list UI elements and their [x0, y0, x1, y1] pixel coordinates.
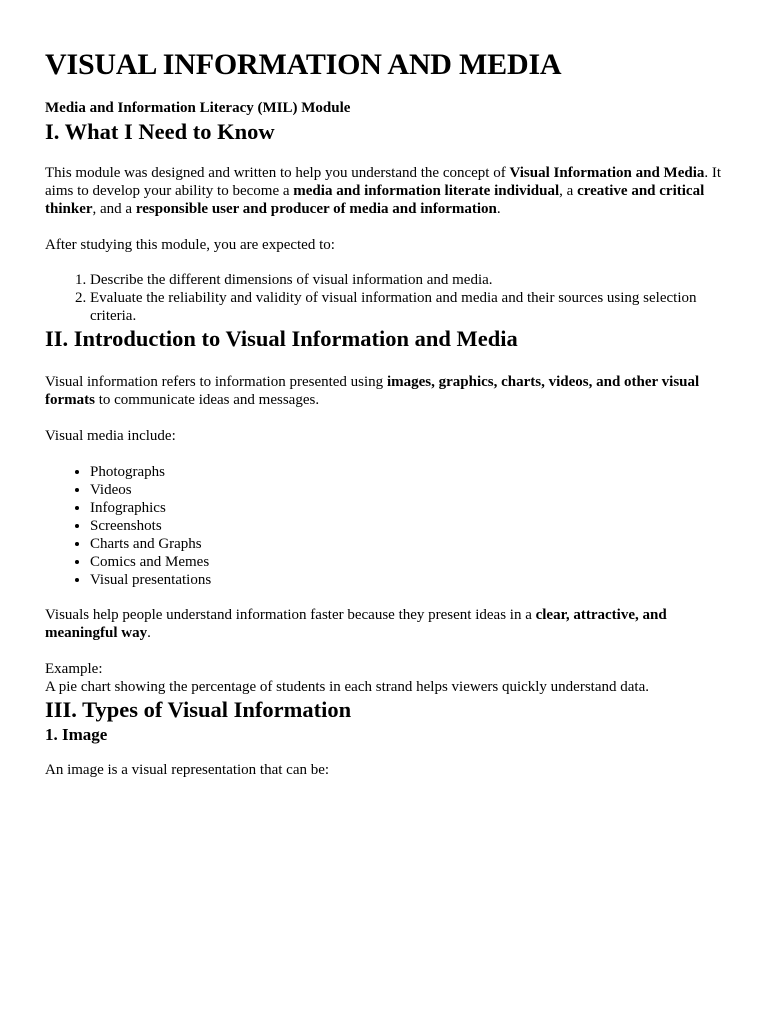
list-item: • Visual presentations [90, 571, 723, 589]
intro-bold-2: media and information literate individual [293, 183, 560, 199]
document-subtitle: Media and Information Literacy (MIL) Module [45, 100, 351, 116]
benefit-text-2: . [147, 625, 151, 641]
visuals-benefit-paragraph [45, 606, 723, 642]
image-description-text: An image is a visual representation that can be: [45, 762, 330, 778]
example-block [45, 660, 723, 696]
list-item: • Infographics [90, 499, 723, 517]
intro-text-4: , and a [92, 201, 136, 217]
module-intro-paragraph [45, 164, 723, 218]
list-item: • Charts and Graphs [90, 535, 723, 553]
list-item: • Videos [90, 481, 723, 499]
section-heading-what-i-need-to-know: I. What I Need to Know [45, 119, 275, 144]
intro-text-5: . [496, 201, 501, 217]
expected-outcomes-text: After studying this module, you are expected to: [45, 237, 335, 253]
benefit-bold: clear, attractive, and meaningful way [45, 607, 667, 641]
definition-text-1: Visual information refers to information presented using [45, 374, 387, 390]
intro-text-1: This module was designed and written to help you understand the concept of [45, 165, 510, 181]
visual-information-definition [45, 373, 723, 409]
intro-bold-4: responsible user and producer of media and information [135, 201, 497, 217]
objective-item: 1. Describe the different dimensions of visual information and media. [90, 271, 723, 289]
intro-text-2: . It aims to develop your ability to become a [45, 165, 722, 199]
benefit-text-1: Visuals help people understand information faster because they present ideas in a [45, 607, 536, 623]
list-item: • Comics and Memes [90, 553, 723, 571]
intro-bold-3: creative and critical thinker [45, 183, 705, 217]
objectives-list [45, 271, 723, 325]
subsection-heading-image: 1. Image [45, 725, 108, 744]
definition-text-2: to communicate ideas and messages. [94, 392, 320, 408]
example-label: Example: [45, 661, 103, 677]
section-heading-types: III. Types of Visual Information [45, 697, 352, 722]
intro-text-3: , a [559, 183, 578, 199]
list-item: • Screenshots [90, 517, 723, 535]
intro-bold-1: Visual Information and Media [509, 165, 705, 181]
visual-media-list [45, 463, 723, 589]
section-heading-introduction: II. Introduction to Visual Information and Media [45, 326, 518, 351]
visual-media-intro: Visual media include: [45, 428, 176, 444]
definition-bold: images, graphics, charts, videos, and other visual formats [45, 374, 700, 408]
document-title: VISUAL INFORMATION AND MEDIA [45, 48, 562, 81]
list-item: • Photographs [90, 463, 723, 481]
objective-item: 2. Evaluate the reliability and validity of visual information and media and their sources using selection criteria. [90, 289, 723, 325]
example-text: A pie chart showing the percentage of students in each strand helps viewers quickly understand data. [45, 679, 649, 695]
